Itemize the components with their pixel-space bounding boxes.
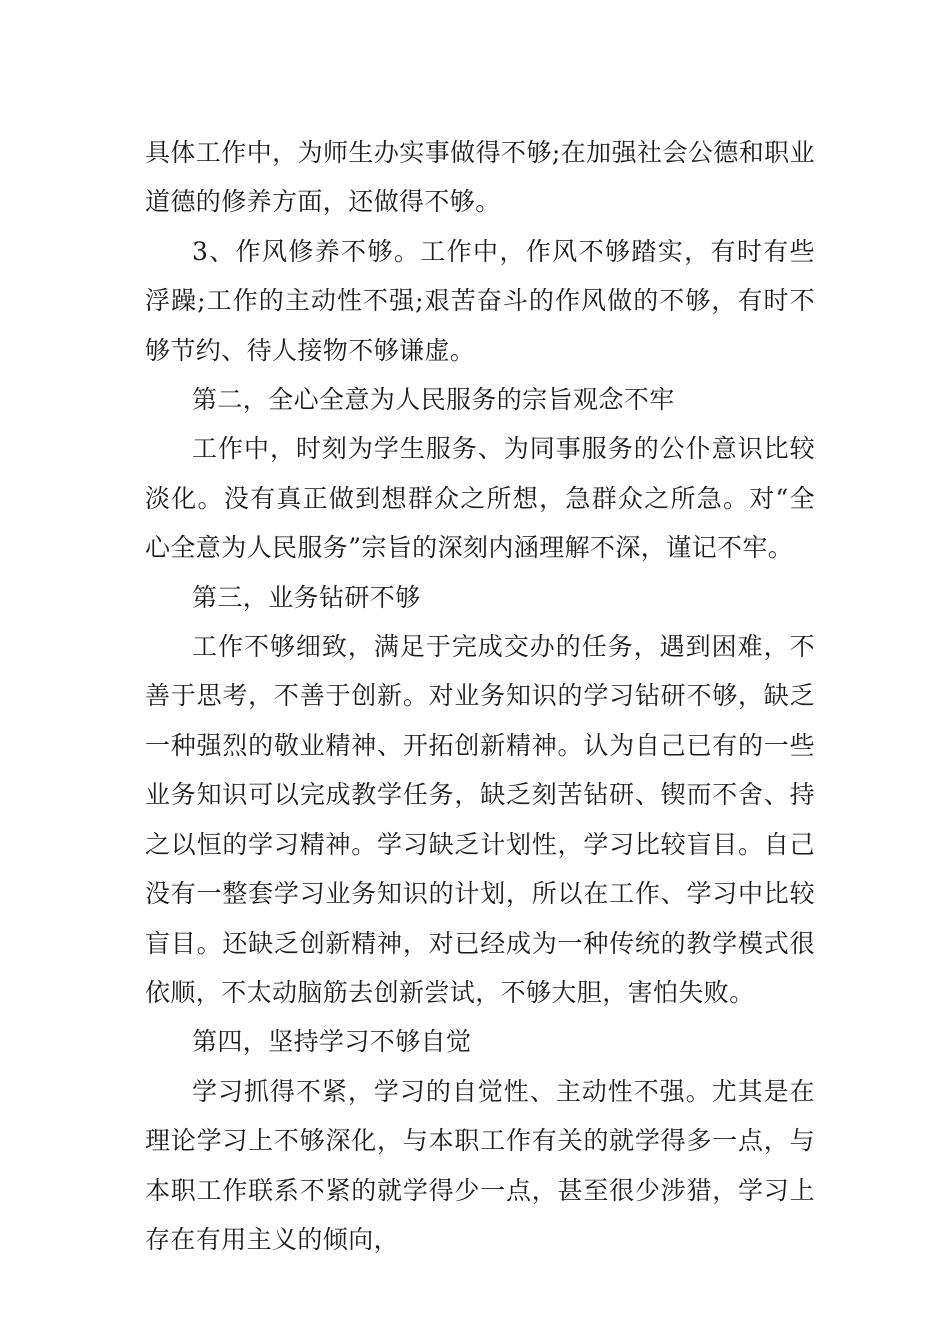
paragraph-5: 学习抓得不紧，学习的自觉性、主动性不强。尤其是在理论学习上不够深化，与本职工作有关的就学得多一点，与本职工作联系不紧的就学得少一点，甚至很少涉猎，学习上存在有用主义的倾向，	[145, 1076, 815, 1254]
document-body	[145, 128, 815, 1264]
paragraph-2: 3、作风修养不够。工作中，作风不够踏实，有时有些浮躁;工作的主动性不强;艰苦奋斗的作风做的不够，有时不够节约、待人接物不够谦虚。	[145, 236, 815, 365]
section-heading-4: 第四，坚持学习不够自觉	[192, 1027, 472, 1057]
paragraph-4: 工作不够细致，满足于完成交办的任务，遇到困难，不善于思考，不善于创新。对业务知识的学习钻研不够，缺乏一种强烈的敬业精神、开拓创新精神。认为自己已有的一些业务知识可以完成教学任务，缺乏刻苦钻研、锲而不舍、持之以恒的学习精神。学习缺乏计划性，学习比较盲目。自己没有一整套学习业务知识的计划，所以在工作、学习中比较盲目。还缺乏创新精神，对已经成为一种传统的教学模式很依顺，不太动脑筋去创新尝试，不够大胆，害怕失败。	[145, 632, 815, 1007]
section-heading-2: 第二，全心全意为人民服务的宗旨观念不牢	[192, 385, 675, 415]
paragraph-3: 工作中，时刻为学生服务、为同事服务的公仆意识比较淡化。没有真正做到想群众之所想，急群众之所急。对“全心全意为人民服务”宗旨的深刻内涵理解不深，谨记不牢。	[145, 434, 815, 563]
section-heading-3: 第三，业务钻研不够	[192, 582, 421, 612]
paragraph-1: 具体工作中，为师生办实事做得不够;在加强社会公德和职业道德的修养方面，还做得不够。	[145, 138, 815, 217]
